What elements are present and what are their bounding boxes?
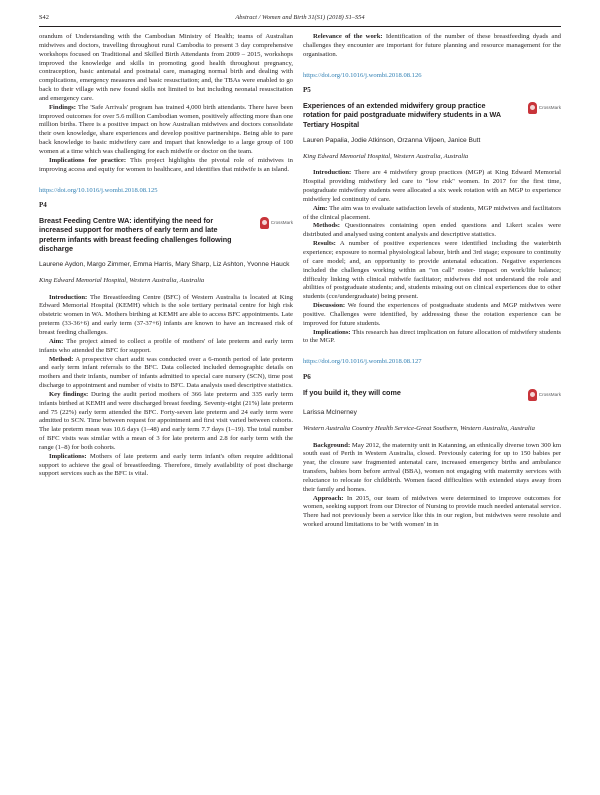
abstract-title: If you build it, they will come	[303, 387, 401, 397]
approach-paragraph	[303, 495, 561, 530]
abstract-id: P5	[303, 86, 311, 95]
continuation-paragraph: orandum of Understanding with the Cambodian Ministry of Health; teams of Australian midwives and doctors, travelling throughout rural Cambodia to present 3 day comprehensive workshops focused on Traditional and Skilled Birth Attendants from 2009 – 2015, workshops improved the knowledge and skills in promoting good health throughout pregnancy, contraception, basic antenatal and postnatal care, managing normal birth and dealing with complications, emergency measures and basic resuscitation; and, the TBAs were enabled to go back to their village with new found skills not limited to but including neonatal resuscitation and emergency care.	[39, 33, 293, 102]
implications-text: This project highlights the pivotal role of midwives in improving access and equity for women to healthcare, and identifies that midwife is an island.	[39, 156, 293, 173]
background-text: May 2012, the maternity unit in Katanning, an ethnically diverse town 300 km south east of Perth in Western Australia, closed. Previously catering for up to 150 babies per year, the closure saw fragmented antenatal care, increased emergency births and ambulance transfers, babies born before arrival (BBA), women not engaging with maternity services with reluctance to relocate for childbirth. Women faced difficulties with extended stays away from their family and homes.	[303, 441, 561, 493]
relevance-paragraph	[303, 33, 561, 60]
findings-paragraph	[39, 104, 293, 157]
crossmark-badge[interactable]	[260, 217, 293, 229]
left-column	[39, 33, 293, 479]
abstract-authors: Larissa McInerney	[303, 408, 357, 416]
approach-text: In 2015, our team of midwives were determined to improve outcomes for women, seeking support from our Director of Nursing to provide much needed antenatal service. There had not previously been a service like this in our region, but midwives were resolute and worked around limitations to be 'with women' in in	[303, 494, 561, 529]
background-label: Background:	[313, 441, 351, 449]
abstract-id: P6	[303, 373, 311, 382]
header-rule	[39, 26, 561, 27]
discussion-paragraph	[303, 302, 561, 329]
crossmark-label: CrossMark	[538, 391, 561, 397]
aim-text: The aim was to evaluate satisfaction levels of students, MGP midwives and facilitators of the clinical placement.	[303, 204, 561, 221]
method-text: A prospective chart audit was conducted over a 6-month period of late preterm and early term infant referrals to the BFC. Data collected included demographic details on mothers and their infants, number of infants admitted to special care nursery (SCN), time post discharge to appointment and number of visits to BFC. Data analysis used descriptive statistics.	[39, 355, 294, 390]
intro-text: The Breastfeeding Centre (BFC) of Western Australia is located at King Edward Memorial Hospital (KEMH) which is the sole tertiary perinatal centre for high risk obstetric women in WA. Mothers birthing at KEMH are able to access BFC appointments. Late preterm (33-36+6) and early term (37-37+6) infants are known to have an increased risk of breast feeding challenges.	[39, 293, 293, 336]
crossmark-badge[interactable]	[528, 102, 561, 114]
background-paragraph	[303, 442, 561, 495]
intro-label: Introduction:	[313, 169, 352, 177]
doi-link[interactable]: https://doi.org/10.1016/j.wombi.2018.08.125	[39, 186, 158, 194]
abstract-affiliation: King Edward Memorial Hospital, Western Australia, Australia	[303, 152, 469, 160]
findings-text: The 'Safe Arrivals' program has trained 4,000 birth attendants. There have been improved outcomes for over 5.6 million Cambodian women, positively affecting more than one million births. There is a positive impact on how Australian midwives and doctors consolidate their own knowledge, share experiences and develop positive partnerships. Being able to pare back knowledge to basic midwifery care and impart that knowledge to a large group of 100 women at a time which was challenging for each midwife or doctor on the team.	[39, 103, 294, 155]
implications-label-p4: Implications:	[49, 452, 87, 460]
doi-link[interactable]: https://doi.org/10.1016/j.wombi.2018.08.127	[303, 358, 422, 366]
crossmark-icon	[528, 389, 537, 401]
aim-paragraph	[39, 338, 293, 356]
abstract-authors: Lauren Papalia, Jodie Atkinson, Orzanna Viljoen, Janice Butt	[303, 136, 481, 144]
abstract-title-row	[39, 216, 293, 253]
abstract-affiliation: Western Australia Country Health Service-Great Southern, Western Australia, Australia	[303, 424, 535, 432]
intro-paragraph	[303, 169, 561, 204]
journal-citation: Abstract / Women and Birth 31(S1) (2018) S1–S54	[235, 14, 365, 21]
method-label: Method:	[49, 355, 74, 363]
key-findings-label: Key findings:	[49, 390, 89, 398]
abstract-title: Breast Feeding Centre WA: identifying the need for increased support for mothers of early term and late preterm infants with breast feeding challenges following discharge	[39, 216, 232, 253]
implications-paragraph-p4	[39, 453, 293, 480]
aim-label: Aim:	[49, 337, 64, 345]
abstract-title-row	[303, 101, 561, 129]
method-paragraph	[39, 356, 293, 391]
aim-paragraph	[303, 205, 561, 223]
intro-label: Introduction:	[49, 293, 88, 301]
crossmark-label: CrossMark	[270, 219, 293, 225]
page-number: S42	[39, 14, 49, 21]
intro-text: There are 4 midwifery group practices (MGP) at King Edward Memorial Hospital providing midwifery led care to "low risk" women. In 2017 for the first time, postgraduate midwifery students were allocated a six week rotation with an MGP to experience midwifery led continuity of care.	[303, 169, 561, 203]
methods-paragraph	[303, 222, 561, 240]
abstract-title: Experiences of an extended midwifery group practice rotation for paid postgraduate midwifery students in a WA Tertiary Hospital	[303, 101, 501, 129]
right-column	[303, 33, 561, 530]
implications-text-p5: This research has direct implication on future allocation of midwifery students to the MGP.	[303, 328, 561, 345]
aim-label: Aim:	[313, 204, 328, 212]
methods-text: Questionnaires containing open ended questions and Likert scales were distributed and analysed using content analysis and descriptive statistics.	[303, 222, 561, 239]
methods-label: Methods:	[313, 222, 340, 230]
page-header	[39, 14, 561, 26]
crossmark-icon	[528, 102, 537, 114]
key-findings-paragraph	[39, 391, 293, 453]
results-label: Results:	[313, 240, 336, 248]
implications-paragraph	[39, 157, 293, 175]
crossmark-label: CrossMark	[538, 104, 561, 110]
abstract-title-row	[303, 388, 561, 401]
relevance-text: Identification of the number of these breastfeeding dyads and challenges they encounter are important for future planning and resource management for the organisation.	[303, 33, 561, 58]
discussion-text: We found the experiences of postgraduate students and MGP midwives were positive. Challenges were identified, by addressing these the rotation experience can be improved for future students.	[303, 302, 562, 327]
crossmark-icon	[260, 217, 269, 229]
abstract-affiliation: King Edward Memorial Hospital, Western Australia, Australia	[39, 276, 205, 284]
crossmark-badge[interactable]	[528, 389, 561, 401]
findings-label: Findings:	[49, 103, 76, 111]
relevance-label: Relevance of the work:	[313, 33, 383, 40]
abstract-id: P4	[39, 201, 47, 210]
doi-link[interactable]: https://doi.org/10.1016/j.wombi.2018.08.126	[303, 71, 422, 79]
implications-paragraph-p5	[303, 329, 561, 347]
intro-paragraph	[39, 294, 293, 338]
results-paragraph	[303, 240, 561, 302]
aim-text: The project aimed to collect a profile of mothers' of late preterm and early term infants who attended the BFC for support.	[39, 337, 293, 354]
approach-label: Approach:	[313, 494, 344, 502]
implications-label-p5: Implications:	[313, 328, 351, 336]
key-findings-text: During the audit period mothers of 366 late preterm and 335 early term infants birthed at KEMH and were discharged breast feeding. Seventy-eight (21%) late preterm and 75 (22%) early term attended the BFC. Forty-seven late preterm and 24 early term were admitted to SCN. Time between request for appointment and first visit varied between cohorts. The late preterm mean was 10.6 days (1–48) and early term 7.7 days (1–19). The total number of BFC visits was similar with a mean of 3 for late preterm and 2.8 for early term with the range (1–8) for both cohorts.	[39, 390, 293, 451]
discussion-label: Discussion:	[313, 302, 346, 310]
results-text: A number of positive experiences were identified including the waterbirth experience; exposure to normal physiological labour, birth and 3rd stage; exposure to continuity of care model; and, an opportunity to provide antenatal education. Negative experiences included the challenges working within an "on call" roster- impact on work/life balance; difficulty linking with clinical midwife facilitator; midwives did not understand the role and abilities of postgraduate students; and, students missing out on clinical experiences due to other students (cce/undergraduate) being present.	[303, 240, 562, 301]
abstract-authors: Laurene Aydon, Margo Zimmer, Emma Harris, Mary Sharp, Liz Ashton, Yvonne Hauck	[39, 261, 290, 268]
implications-text-p4: Mothers of late preterm and early term infant's often require additional support to achieve the goal of breastfeeding. Therefore, timely availability of post discharge support services such as the BFC is vital.	[39, 452, 293, 478]
implications-label: Implications for practice:	[49, 156, 127, 164]
